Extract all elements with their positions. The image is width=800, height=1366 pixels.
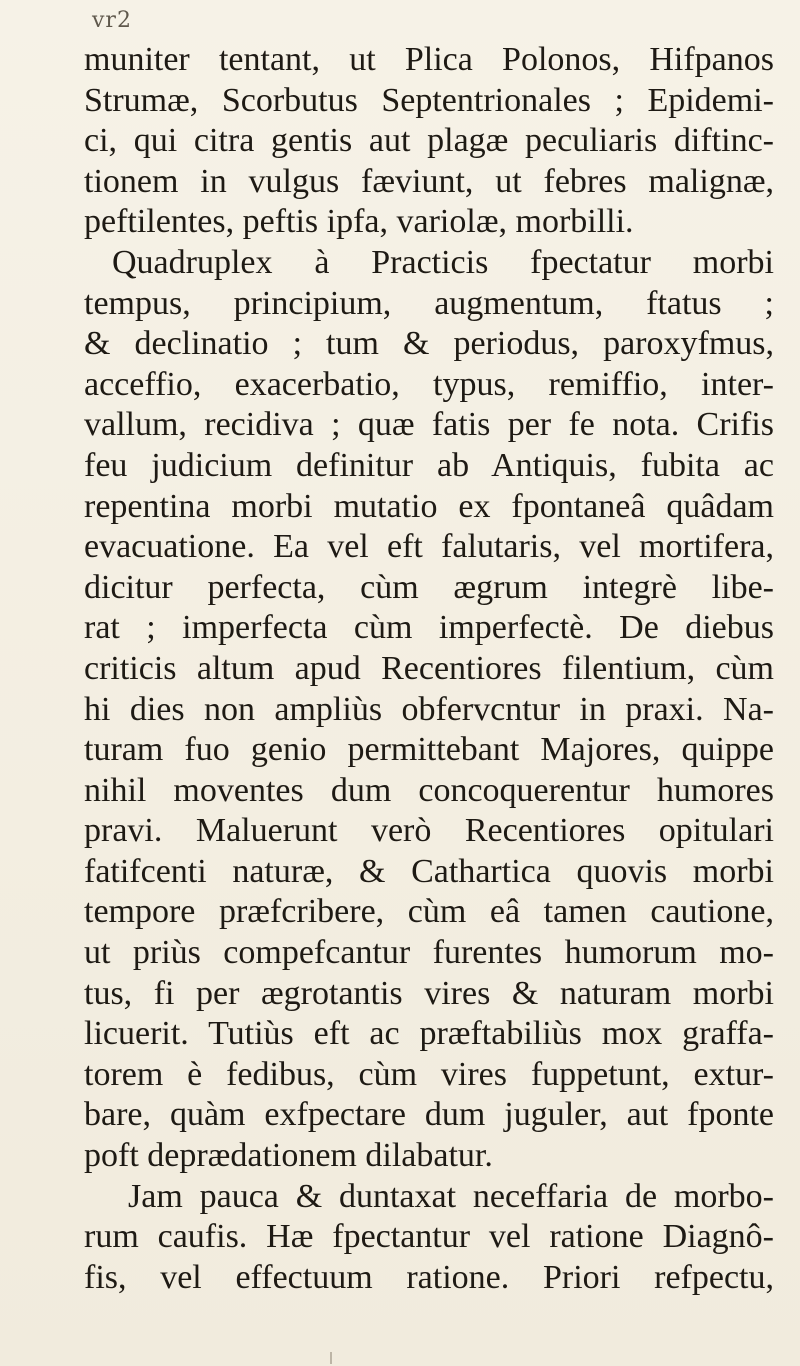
text-line: nihil moventes dum concoquerentur humores [84,771,774,809]
paragraph-start-line: Jam pauca & duntaxat neceffaria de morbo- [128,1177,774,1215]
text-line: fatifcenti naturæ, & Cathartica quovis morbi [84,852,774,890]
text-line: torem è fedibus, cùm vires fuppetunt, extur- [84,1055,774,1093]
text-line: feu judicium definitur ab Antiquis, fubita ac [84,446,774,484]
text-line: pravi. Maluerunt verò Recentiores opitulari [84,812,774,850]
text-line: rum caufis. Hæ fpectantur vel ratione Diagnô- [84,1218,774,1256]
page-folio: vr2 [92,8,132,33]
print-mark [330,1352,332,1364]
text-line: tus, fi per ægrotantis vires & naturam morbi [84,974,774,1012]
text-line: hi dies non ampliùs obfervcntur in praxi. Na- [84,690,774,728]
text-line: dicitur perfecta, cùm ægrum integrè libe- [84,568,774,606]
text-line: poft deprædationem dilabatur. [84,1137,493,1175]
text-line: ut priùs compefcantur furentes humorum mo- [84,934,774,972]
text-line: acceffio, exacerbatio, typus, remiffio, inter- [84,365,774,403]
text-line: vallum, recidiva ; quæ fatis per fe nota. Crifis [84,406,774,444]
body-text [84,40,774,1298]
paragraph-start-line: Quadruplex à Practicis fpectatur morbi [112,243,774,281]
text-line: repentina morbi mutatio ex fpontaneâ quâdam [84,487,774,525]
text-line: tempore præfcribere, cùm eâ tamen cautione, [84,893,774,931]
text-line: rat ; imperfecta cùm imperfectè. De diebus [84,609,774,647]
text-line: turam fuo genio permittebant Majores, quippe [84,731,774,769]
text-line: criticis altum apud Recentiores filentium, cùm [84,649,774,687]
text-line: bare, quàm exfpectare dum juguler, aut fponte [84,1096,774,1134]
text-line: licuerit. Tutiùs eft ac præftabiliùs mox graffa- [84,1015,774,1053]
text-line: tionem in vulgus fæviunt, ut febres malignæ, [84,162,774,200]
text-line: fis, vel effectuum ratione. Priori refpectu, [84,1258,774,1296]
text-line: ci, qui citra gentis aut plagæ peculiaris diftinc- [84,122,774,160]
text-line: tempus, principium, augmentum, ftatus ; [84,284,774,322]
text-line: peftilentes, peftis ipfa, variolæ, morbilli. [84,203,634,241]
text-line: muniter tentant, ut Plica Polonos, Hifpanos [84,41,774,78]
text-line: evacuatione. Ea vel eft falutaris, vel mortifera, [84,528,774,566]
text-line: & declinatio ; tum & periodus, paroxyfmus, [84,325,774,363]
text-line: Strumæ, Scorbutus Septentrionales ; Epidemi- [84,81,774,119]
